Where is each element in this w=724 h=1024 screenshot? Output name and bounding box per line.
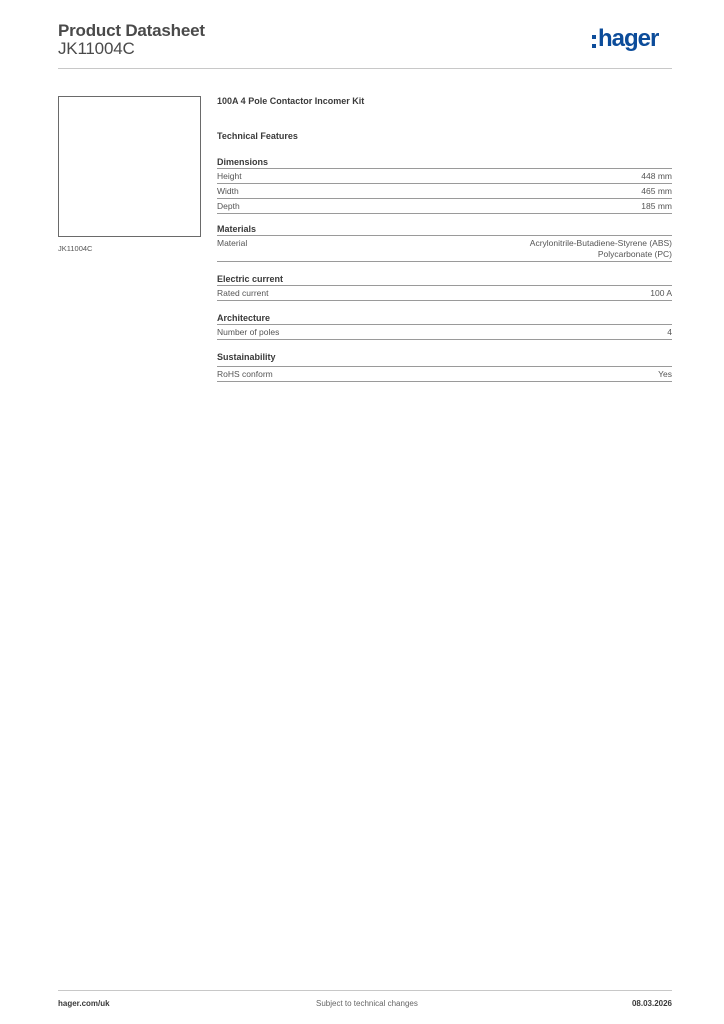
row-value: 465 mm [641, 186, 672, 196]
technical-features-heading: Technical Features [217, 131, 298, 141]
row-label: Material [217, 238, 248, 248]
row-value: 100 A [650, 288, 672, 298]
section-heading: Architecture [217, 312, 672, 325]
product-title: 100A 4 Pole Contactor Incomer Kit [217, 96, 365, 106]
row-label: RoHS conform [217, 369, 273, 379]
section-heading: Sustainability [217, 351, 672, 367]
table-row [217, 236, 672, 262]
section-heading: Materials [217, 223, 672, 236]
table-row [217, 367, 672, 382]
electric-current-section [217, 273, 672, 301]
dimensions-section [217, 156, 672, 214]
sustainability-section [217, 351, 672, 382]
logo-colon-icon [592, 35, 596, 48]
architecture-section [217, 312, 672, 340]
table-row [217, 184, 672, 199]
product-code: JK11004C [58, 39, 135, 58]
materials-section [217, 223, 672, 262]
row-value: Yes [658, 369, 672, 379]
table-row [217, 199, 672, 214]
row-label: Rated current [217, 288, 269, 298]
row-label: Width [217, 186, 239, 196]
table-row [217, 169, 672, 184]
row-value [530, 238, 672, 260]
logo-text: hager [598, 25, 659, 52]
footer-website-link[interactable]: hager.com/uk [58, 999, 110, 1008]
row-label: Height [217, 171, 242, 181]
footer-date: 08.03.2026 [631, 999, 672, 1008]
section-heading: Dimensions [217, 156, 672, 169]
table-row [217, 286, 672, 301]
row-label: Number of poles [217, 327, 280, 337]
row-value: 4 [667, 327, 672, 337]
row-label: Depth [217, 201, 240, 211]
product-image-placeholder [58, 96, 201, 237]
row-value-line: Acrylonitrile-Butadiene-Styrene (ABS) [529, 238, 672, 248]
page-title: Product Datasheet [58, 21, 205, 40]
hager-logo[interactable] [592, 26, 658, 56]
row-value-line: Polycarbonate (PC) [597, 249, 672, 259]
row-value: 185 mm [641, 201, 672, 211]
section-heading: Electric current [217, 273, 672, 286]
image-caption: JK11004C [58, 244, 93, 253]
footer-notice: Subject to technical changes [316, 999, 418, 1008]
footer-divider [58, 990, 672, 991]
header-divider [58, 68, 672, 69]
row-value: 448 mm [641, 171, 672, 181]
table-row [217, 325, 672, 340]
